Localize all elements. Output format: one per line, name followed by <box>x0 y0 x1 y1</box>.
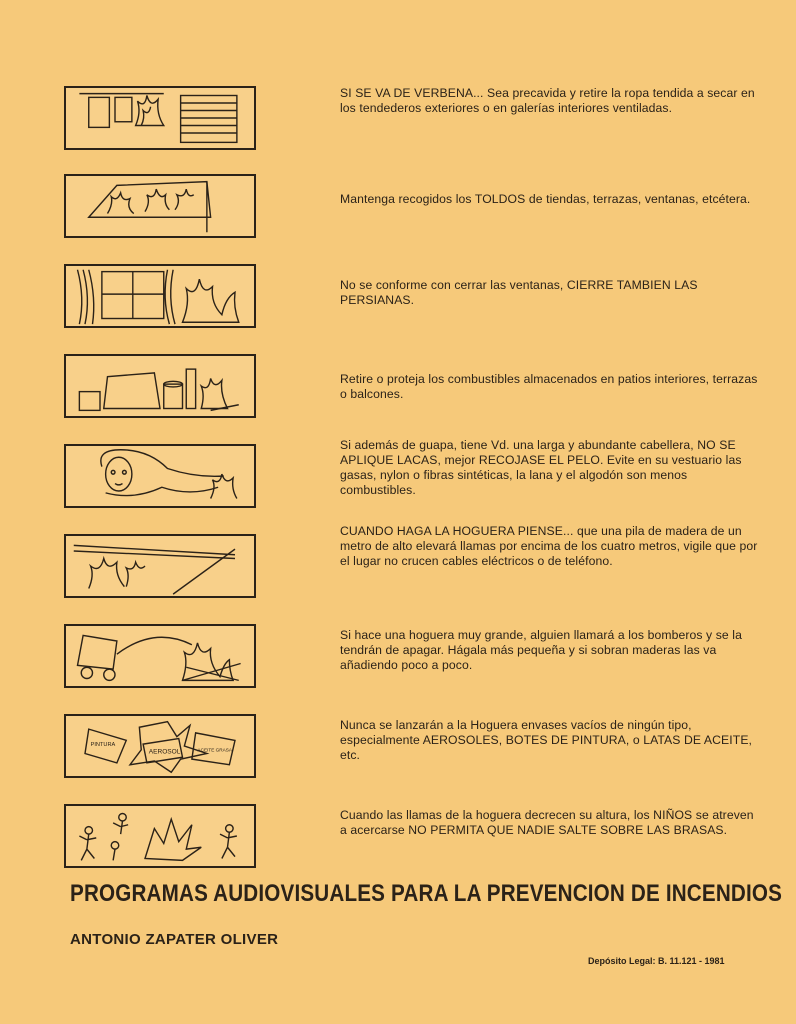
tip-row-3 <box>64 264 764 332</box>
tip-row-5 <box>64 438 764 512</box>
stored-combustibles-icon <box>64 354 256 418</box>
tip-row-2 <box>64 174 764 242</box>
author-name: ANTONIO ZAPATER OLIVER <box>70 931 279 948</box>
tip-text-9: Cuando las llamas de la hoguera decrecen su altura, los NIÑOS se atreven a acercarse NO PERMITA QUE NADIE SALTE SOBRE LAS BRASAS. <box>340 808 754 837</box>
window-fire-icon <box>64 264 256 328</box>
tip-row-7 <box>64 624 764 692</box>
tip-text-8: Nunca se lanzarán a la Hoguera envases vacíos de ningún tipo, especialmente AEROSOLES, BOTES DE PINTURA, o LATAS DE ACEITE, etc. <box>340 718 753 762</box>
tip-row-9 <box>64 804 764 872</box>
bonfire-cables-icon <box>64 534 256 598</box>
tip-row-8 <box>64 714 764 782</box>
oil-can-label: ACEITE GRASA <box>197 747 233 753</box>
tip-text-4: Retire o proteja los combustibles almacenados en patios interiores, terrazas o balcones. <box>340 372 758 401</box>
woman-hair-fire-icon <box>64 444 256 508</box>
tip-text-5: Si además de guapa, tiene Vd. una larga y abundante cabellera, NO SE APLIQUE LACAS, mejor RECOJASE EL PELO. Evite en su vestuario las gasas, nylon o fibras sintéticas, la lana y el algodón son menos combustibles. <box>340 438 742 497</box>
aerosol-cans-icon <box>64 714 256 778</box>
paint-can-label: PINTURA <box>90 742 116 748</box>
tip-row-6 <box>64 524 764 602</box>
legal-deposit: Depósito Legal: B. 11.121 - 1981 <box>588 956 725 966</box>
tip-text-6: CUANDO HAGA LA HOGUERA PIENSE... que una pila de madera de un metro de alto elevará llamas por encima de los cuatro metros, vigile que por el lugar no crucen cables eléctricos o de teléfono. <box>340 524 758 568</box>
fire-truck-icon <box>64 624 256 688</box>
tip-text-7: Si hace una hoguera muy grande, alguien llamará a los bomberos y se la tendrán de apagar. Hágala más pequeña y si sobran maderas las va añadiendo poco a poco. <box>340 628 742 672</box>
page-title: PROGRAMAS AUDIOVISUALES PARA LA PREVENCION DE INCENDIOS <box>70 880 783 907</box>
aerosol-can-label: AEROSOL <box>148 748 181 756</box>
tip-row-4 <box>64 354 764 422</box>
tip-text-2: Mantenga recogidos los TOLDOS de tiendas, terrazas, ventanas, etcétera. <box>340 192 751 206</box>
burning-awning-icon <box>64 174 256 238</box>
tip-text-1: SI SE VA DE VERBENA... Sea precavida y retire la ropa tendida a secar en los tendederos exteriores o en galerías interiores ventiladas. <box>340 86 755 115</box>
tip-row-1 <box>64 86 764 154</box>
children-embers-icon <box>64 804 256 868</box>
burning-laundry-icon <box>64 86 256 150</box>
tip-text-3: No se conforme con cerrar las ventanas, CIERRE TAMBIEN LAS PERSIANAS. <box>340 278 698 307</box>
